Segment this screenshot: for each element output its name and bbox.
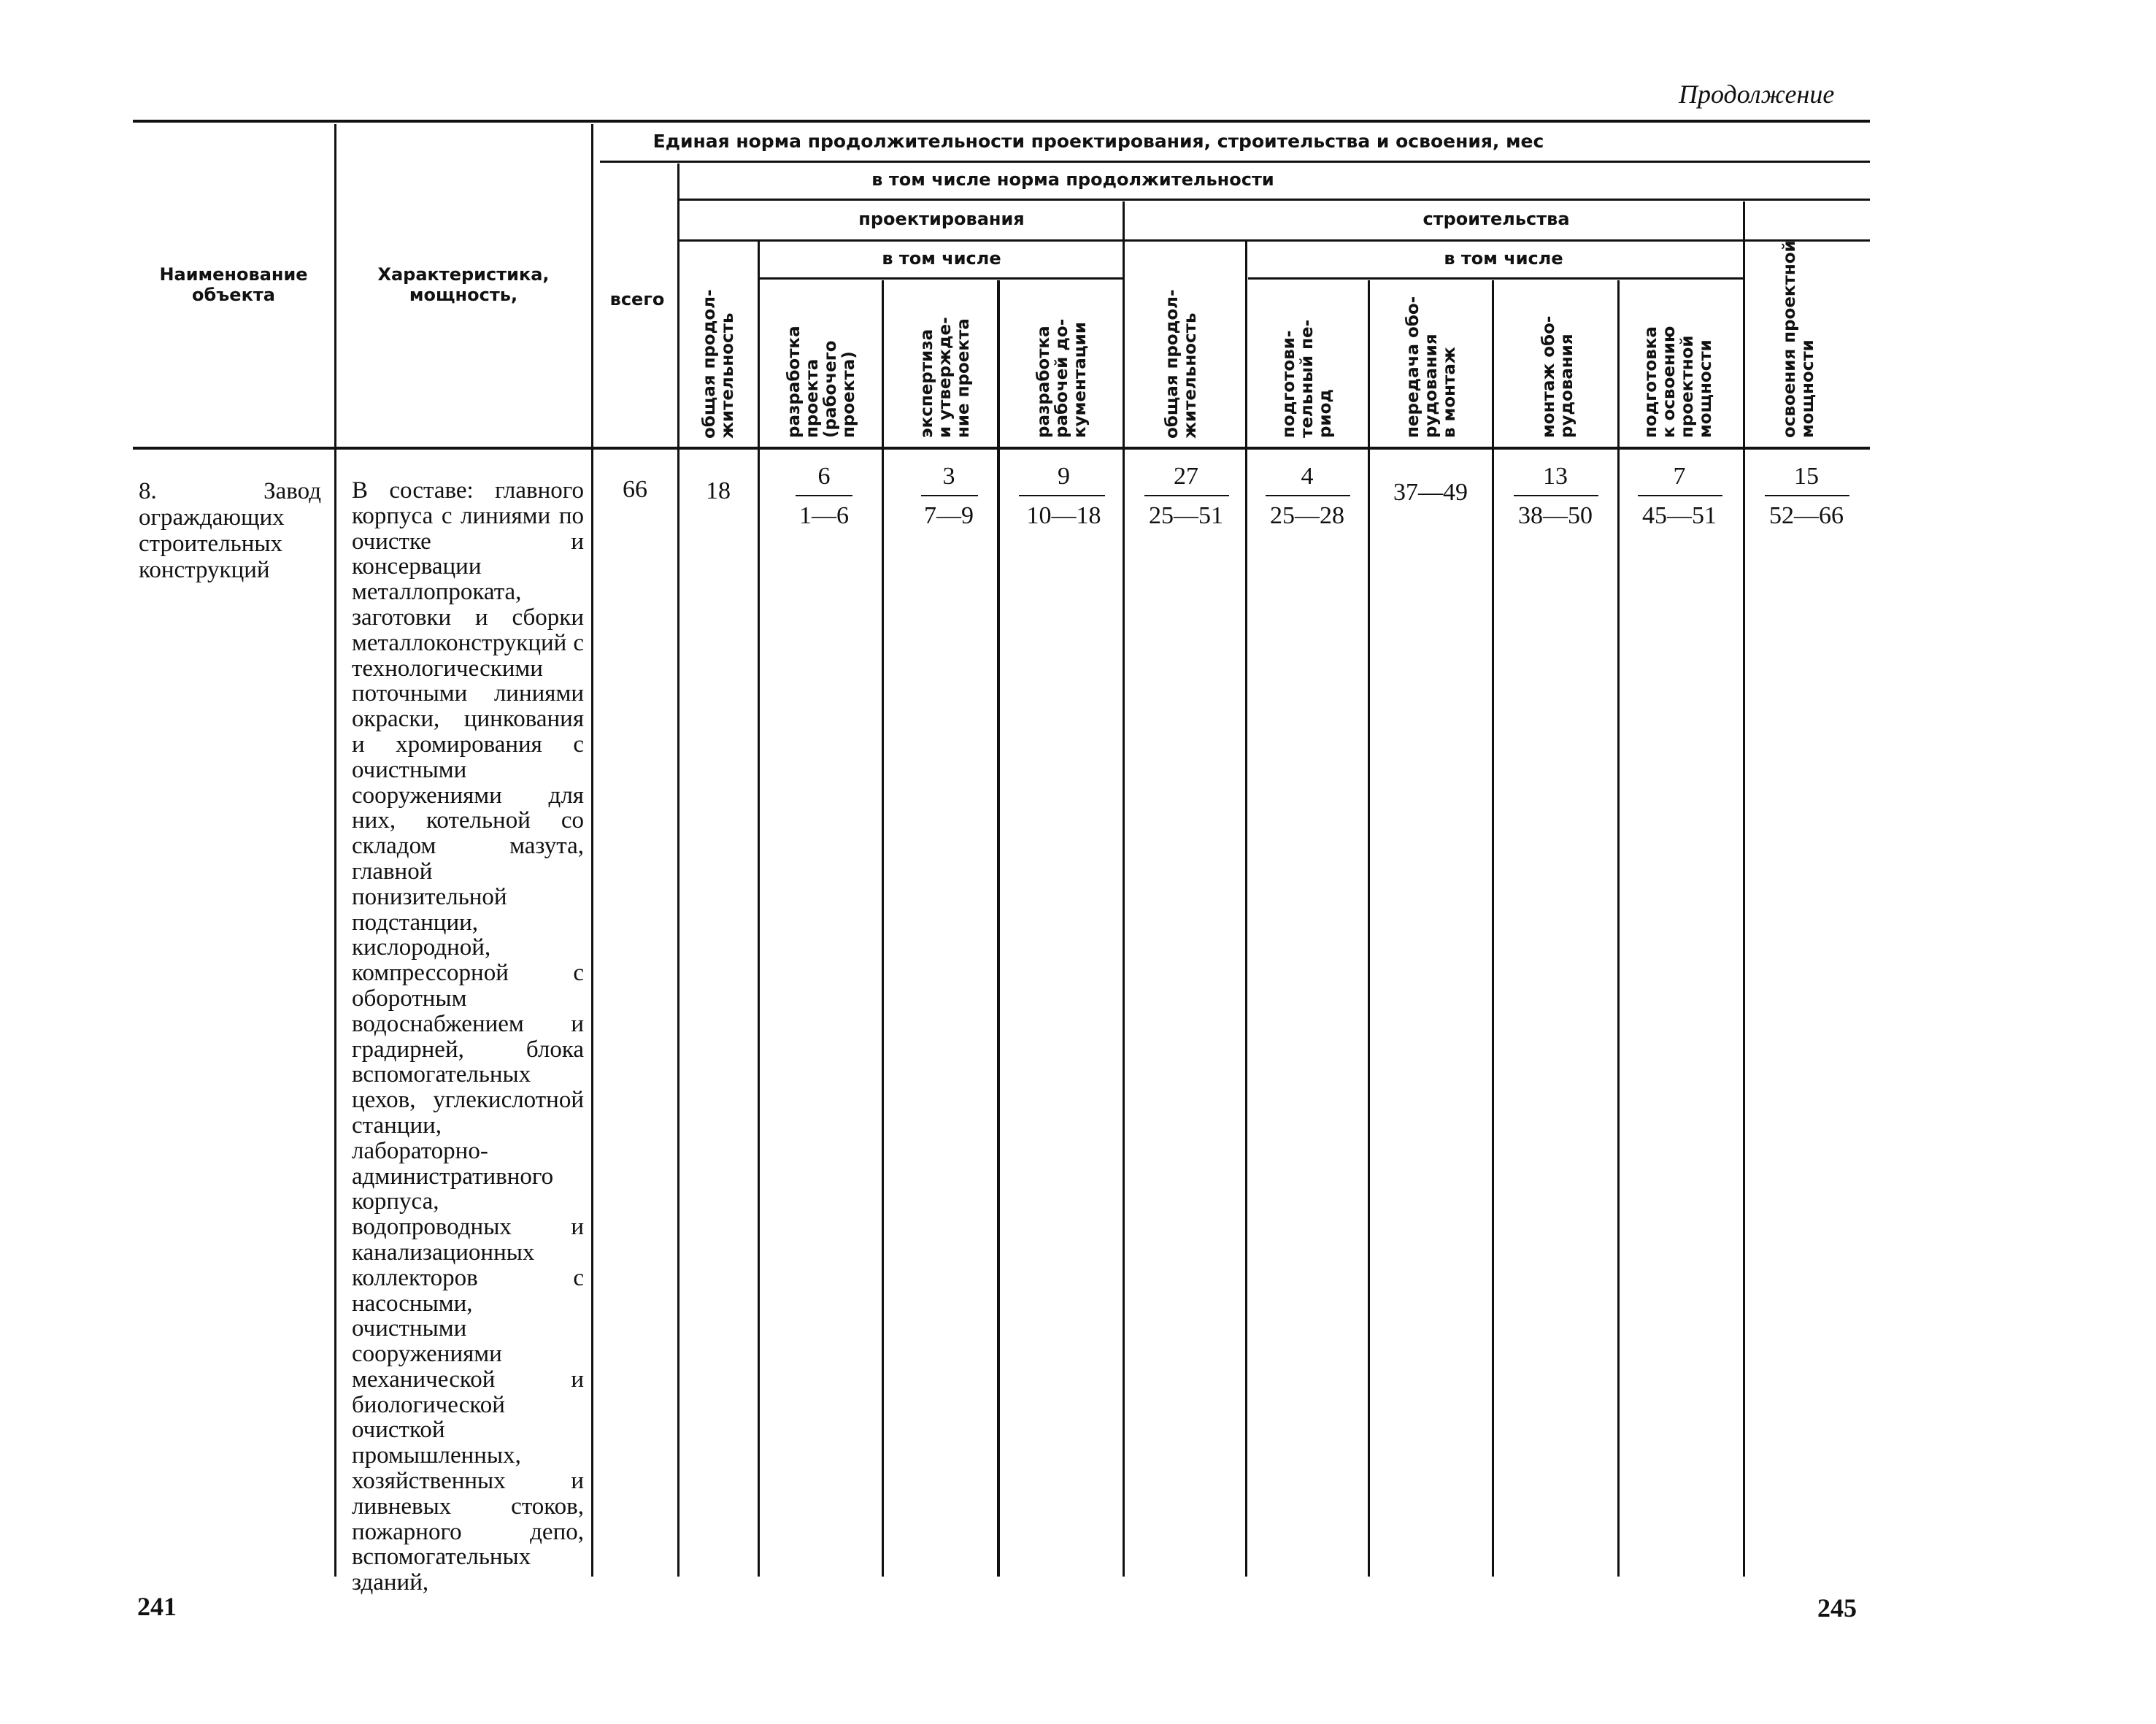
constr-prep-bar <box>1266 495 1350 496</box>
continuation-label: Продолжение <box>1679 80 1835 109</box>
design-project-value: 6 <box>817 463 831 490</box>
page-number-left: 241 <box>137 1592 177 1621</box>
design-total-value: 18 <box>706 477 731 504</box>
vh-design-expert: экспертиза и утвержде- ние проекта <box>917 317 973 438</box>
constr-total-value: 27 <box>1174 463 1198 490</box>
constr-prep-value: 4 <box>1301 463 1314 490</box>
design-expert-range: 7—9 <box>924 502 974 529</box>
vh-constr-prep: подготови- тельный пе- риод <box>1279 319 1335 438</box>
vh-constr-prep-dev: подготовка к освоению проектной мощности <box>1641 326 1715 438</box>
vline-11 <box>1617 280 1620 1577</box>
vh-constr-transfer: передача обо- рудования в монтаж <box>1404 296 1459 438</box>
vh-constr-install: монтаж обо- рудования <box>1539 315 1576 438</box>
object-name: 8. Завод ограждающих строительных конструкций <box>139 478 321 583</box>
vline-5 <box>882 280 884 1577</box>
header-bottom-rule <box>133 447 1870 450</box>
vline-4 <box>758 241 760 1577</box>
table-top-rule <box>133 120 1870 123</box>
rule-unified <box>600 161 1870 163</box>
vh-design-project: разработка проекта (рабочего проекта) <box>785 326 858 438</box>
design-project-range: 1—6 <box>799 502 849 529</box>
development-value: 15 <box>1794 463 1819 490</box>
rule-incl-design <box>759 277 1124 280</box>
vline-7 <box>1123 201 1125 1577</box>
total-value: 66 <box>623 476 647 503</box>
constr-prep-dev-range: 45—51 <box>1642 502 1717 529</box>
header-total: всего <box>609 289 665 309</box>
constr-prep-dev-value: 7 <box>1673 463 1686 490</box>
constr-install-value: 13 <box>1543 463 1568 490</box>
vh-design-docs: разработка рабочей до- кументации <box>1034 318 1090 438</box>
design-project-bar <box>796 495 852 496</box>
development-range: 52—66 <box>1769 502 1844 529</box>
vline-9 <box>1368 280 1370 1577</box>
constr-prep-dev-bar <box>1638 495 1722 496</box>
design-expert-value: 3 <box>942 463 955 490</box>
vline-8 <box>1245 241 1247 1577</box>
vh-development: освоения проектной мощности <box>1780 240 1817 438</box>
header-unified-norm: Единая норма продолжительности проектирования, строительства и освоения, мес <box>652 131 1544 152</box>
constr-total-bar <box>1144 495 1229 496</box>
vline-10 <box>1492 280 1494 1577</box>
header-name: Наименование объекта <box>159 264 308 305</box>
rule-incl-norm <box>679 199 1870 201</box>
vline-2 <box>591 124 593 1577</box>
development-bar <box>1765 495 1849 496</box>
header-design: проектирования <box>858 209 1025 229</box>
header-characteristic: Характеристика, мощность, <box>377 264 550 305</box>
design-expert-bar <box>921 495 978 496</box>
vline-6 <box>997 280 1000 1577</box>
object-description: В составе: главного корпуса с линиями по очистке и консервации металлопроката, заготовки и сборки металлоконструкций с технологическими поточными линиями окраски, цинкования и хромирования с очистными сооружениями для них, котельной со складом мазута, главной понизительной подстанции, кислородной, компрессорной с оборотным водоснабжением и градирней, блока вспомогательных цехов, углекислотной станции, лабораторно-административного корпуса, водопроводных и канализационных коллекторов с насосными, очистными сооружениями механической и биологической очисткой промышленных, хозяйственных и ливневых стоков, пожарного депо, вспомогательных зданий, <box>352 477 584 1596</box>
constr-transfer-value: 37—49 <box>1393 479 1468 506</box>
vline-1 <box>334 124 336 1577</box>
vh-constr-total: общая продол- жительность <box>1163 289 1200 439</box>
rule-incl-constr <box>1248 277 1744 280</box>
header-incl-norm: в том числе норма продолжительности <box>871 169 1274 190</box>
design-docs-range: 10—18 <box>1026 502 1101 529</box>
design-docs-bar <box>1019 495 1105 496</box>
rule-design-constr <box>679 239 1870 242</box>
vline-12 <box>1743 201 1745 1577</box>
header-incl-construction: в том числе <box>1444 248 1563 269</box>
constr-install-range: 38—50 <box>1518 502 1593 529</box>
header-construction: строительства <box>1422 209 1570 229</box>
constr-total-range: 25—51 <box>1149 502 1223 529</box>
vline-3 <box>677 163 679 1577</box>
design-docs-value: 9 <box>1058 463 1070 490</box>
header-incl-design: в том числе <box>882 248 1001 269</box>
constr-install-bar <box>1514 495 1598 496</box>
constr-prep-range: 25—28 <box>1270 502 1344 529</box>
vh-design-total: общая продол- жительность <box>700 289 737 439</box>
page-number-right: 245 <box>1817 1593 1857 1623</box>
